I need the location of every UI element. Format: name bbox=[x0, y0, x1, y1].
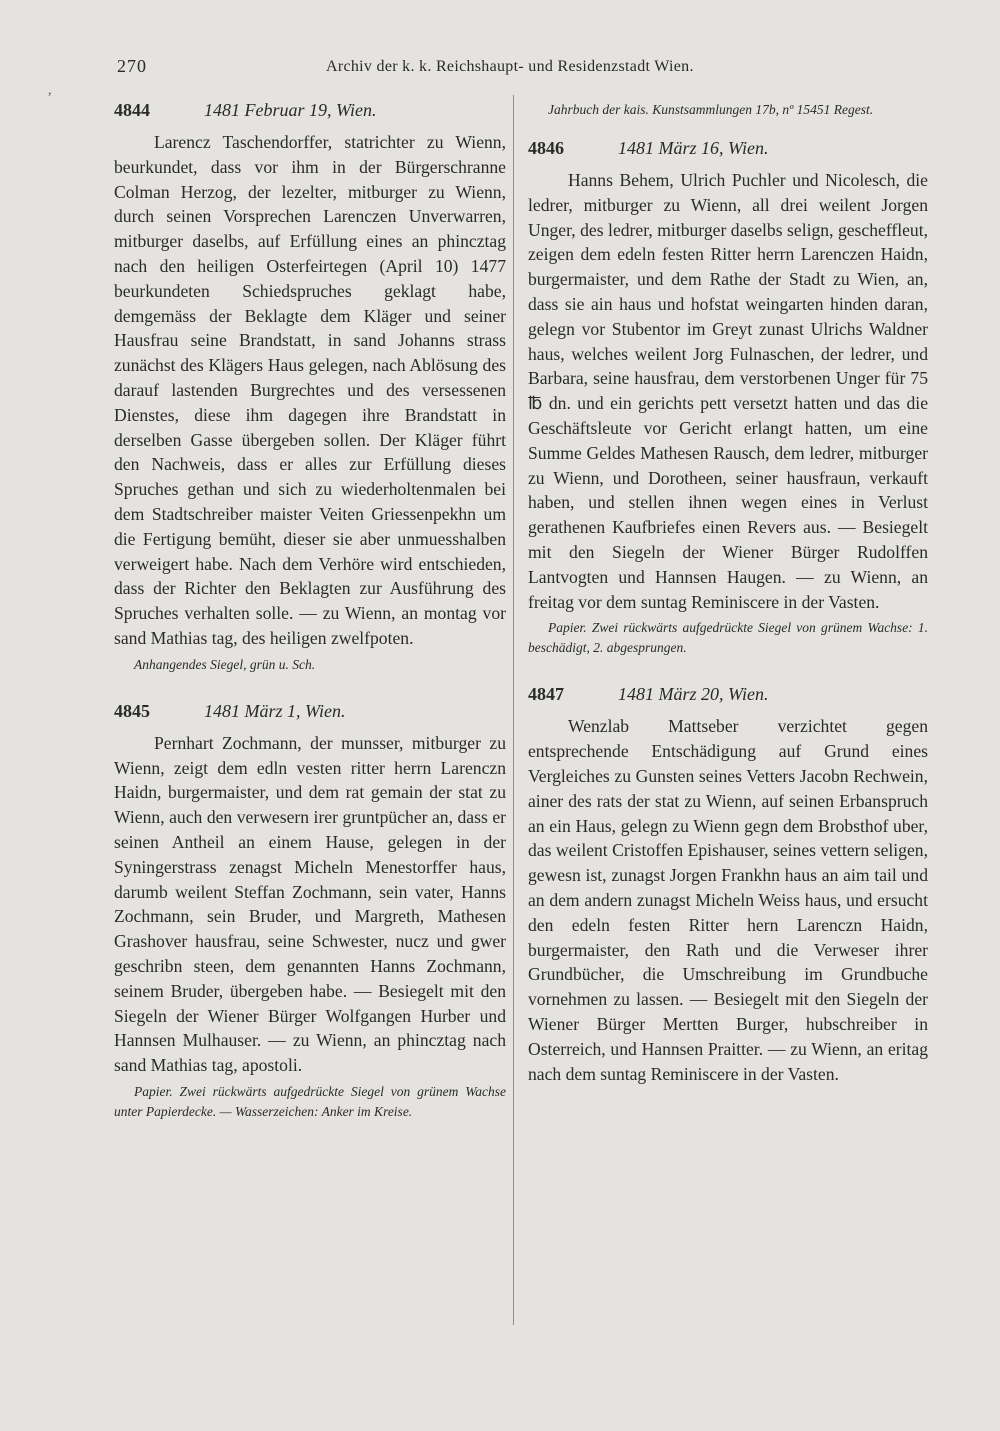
entry-note: Papier. Zwei rückwärts aufgedrückte Siegel von grünem Wachse unter Papierdecke. — Wasserzeichen: Anker im Kreise. bbox=[114, 1083, 506, 1119]
entry-header bbox=[114, 100, 506, 130]
running-header: Archiv der k. k. Reichshaupt- und Residenzstadt Wien. bbox=[326, 58, 694, 75]
entry-date: 1481 März 20, Wien. bbox=[618, 684, 769, 705]
entry-header bbox=[528, 684, 928, 714]
entry-date: 1481 März 1, Wien. bbox=[204, 700, 346, 721]
entry-header bbox=[114, 701, 506, 731]
right-column bbox=[528, 100, 928, 1086]
entry-text: Hanns Behem, Ulrich Puchler und Nicolesch, die ledrer, mitburger zu Wienn, all drei weilent Jorgen Unger, des ledrer, mitburger daselbs selign, gescheffleut, zeigen dem edeln festen Ritter herrn Larenczen Haidn, burgermaister, und dem Rathe der Stadt zu Wien, an, dass sie ain haus und hofstat weingarten hinden daran, gelegn vor Stubentor im Greyt zunast Ulrichs Waldner haus, welches weilent Jorg Fulnaschen, der ledrer, und Barbara, seine hausfrau, dem verstorbenen Unger für 75 ℔ dn. und ein gerichts pett versetzt hatten und das die Geschäftsleute vor Gericht erlangt hatten, um eine Summe Geldes Mathesen Rausch, dem ledrer, mitburger zu Wienn, und Dorotheen, seiner hausfraun, verkauft haben, und stellen ihnen wegen eines in Verlust gerathenen Kaufbriefes einen Revers aus. — Besiegelt mit den Siegeln der Wiener Bürger Rudolffen Lantvogten und Hannsen Haugen. — zu Wienn, an freitag vor dem suntag Reminiscere in der Vasten. bbox=[528, 170, 928, 612]
entry-number: 4844 bbox=[114, 100, 150, 120]
entry-number: 4846 bbox=[528, 138, 564, 158]
continued-note: Jahrbuch der kais. Kunstsammlungen 17b, nº 15451 Regest. bbox=[548, 102, 874, 117]
entry-date: 1481 Februar 19, Wien. bbox=[204, 100, 377, 120]
entry-4846 bbox=[528, 138, 928, 658]
entry-number: 4847 bbox=[528, 684, 564, 705]
entry-note: Papier. Zwei rückwärts aufgedrückte Siegel von grünem Wachse: 1. beschädigt, 2. abgesprungen. bbox=[528, 620, 928, 656]
entry-number: 4845 bbox=[114, 700, 150, 721]
entry-text: Pernhart Zochmann, der munsser, mitburger zu Wienn, zeigt dem edln vesten ritter herrn Larenczn Haidn, burgermaister, und dem rat gemain der stat zu Wienn, auch den verwesern irer gruntpücher an, dass er seinen Antheil an einem Hause, gelegen in der Syningerstrass zenagst Micheln Menestorffer haus, darumb weilent Steffan Zochmann, sein vater, Hanns Zochmann, sein Bruder, und Margreth, Mathesen Grashover hausfrau, seine Schwester, nucz und gwer geschribn steen, dem genannten Hanns Zochmann, seinem Bruder, übergeben habe. — Besiegelt mit den Siegeln der Wiener Bürger Wolfgangen Hurber und Hannsen Mulhauser. — zu Wienn, an phincztag nach sand Mathias tag, apostoli. bbox=[114, 732, 506, 1076]
entry-date: 1481 März 16, Wien. bbox=[618, 138, 769, 158]
entry-text: Larencz Taschendorffer, statrichter zu Wienn, beurkundet, dass vor ihm in der Bürgerschranne Colman Herzog, der lezelter, mitburger zu Wienn, durch seinen Vorsprechen Larenczen Unverwarren, mitburger daselbs, auf Erfüllung eines an phincztag nach den heiligen Osterfeirtegen (April 10) 1477 beurkundeten Schiedspruches geklagt habe, demgemäss der Beklagte dem Kläger und seiner Hausfrau seine Brandstatt, in sand Johanns strass zunächst des Klägers Haus gelegen, nach Ablösung des darauf lastenden Burgrechtes und des versessenen Dienstes, diese ihm dagegen ihre Brandstatt in derselben Gasse übergeben sollen. Der Kläger führt den Nachweis, dass er alles zur Erfüllung dieses Spruches gethan und sich zu wiederholtenmalen bei dem Stadtschreiber maister Veiten Griessenpekhn um die Fertigung bemüht, dieser sie aber unmuesshalben verweigert habe. Nach dem Verhöre wird entschieden, dass der Richter den Beklagten zur Ausführung des Spruches verhalten solle. — zu Wienn, an montag vor sand Mathias tag, des heiligen zwelfpoten. bbox=[114, 132, 506, 648]
margin-mark: , bbox=[48, 83, 52, 98]
entry-4844 bbox=[114, 100, 506, 675]
page-number: 270 bbox=[117, 56, 147, 76]
entry-note: Anhangendes Siegel, grün u. Sch. bbox=[134, 656, 316, 672]
left-column bbox=[114, 100, 506, 1122]
entry-header bbox=[528, 138, 928, 168]
entry-text: Wenzlab Mattseber verzichtet gegen entsprechende Entschädigung auf Grund eines Vergleiches zu Gunsten seines Vetters Jacobn Rechwein, ainer des rats der stat zu Wienn, auf seinen Erbanspruch an ein Haus, gelegn zu Wienn gegn dem Brobsthof uber, das weilent Cristoffen Epishauser, seines vettern seligen, gewesn ist, zunagst Jorgen Frankhn haus an aim tail und an dem andern zunagst Micheln Weiss haus, und ersucht den edeln festen Ritter hern Larenczn Haidn, burgermaister, den Rath und die Verweser ihrer Grundbücher, die Umschreibung im Grundbuche vornehmen zu lassen. — Besiegelt mit den Siegeln der Wiener Bürger Mertten Burger, hubschreiber in Osterreich, und Hannsen Praitter. — zu Wienn, an eritag nach dem suntag Reminiscere in der Vasten. bbox=[528, 716, 928, 1084]
column-divider bbox=[513, 95, 514, 1325]
entry-4845 bbox=[114, 701, 506, 1122]
entry-4847 bbox=[528, 684, 928, 1086]
